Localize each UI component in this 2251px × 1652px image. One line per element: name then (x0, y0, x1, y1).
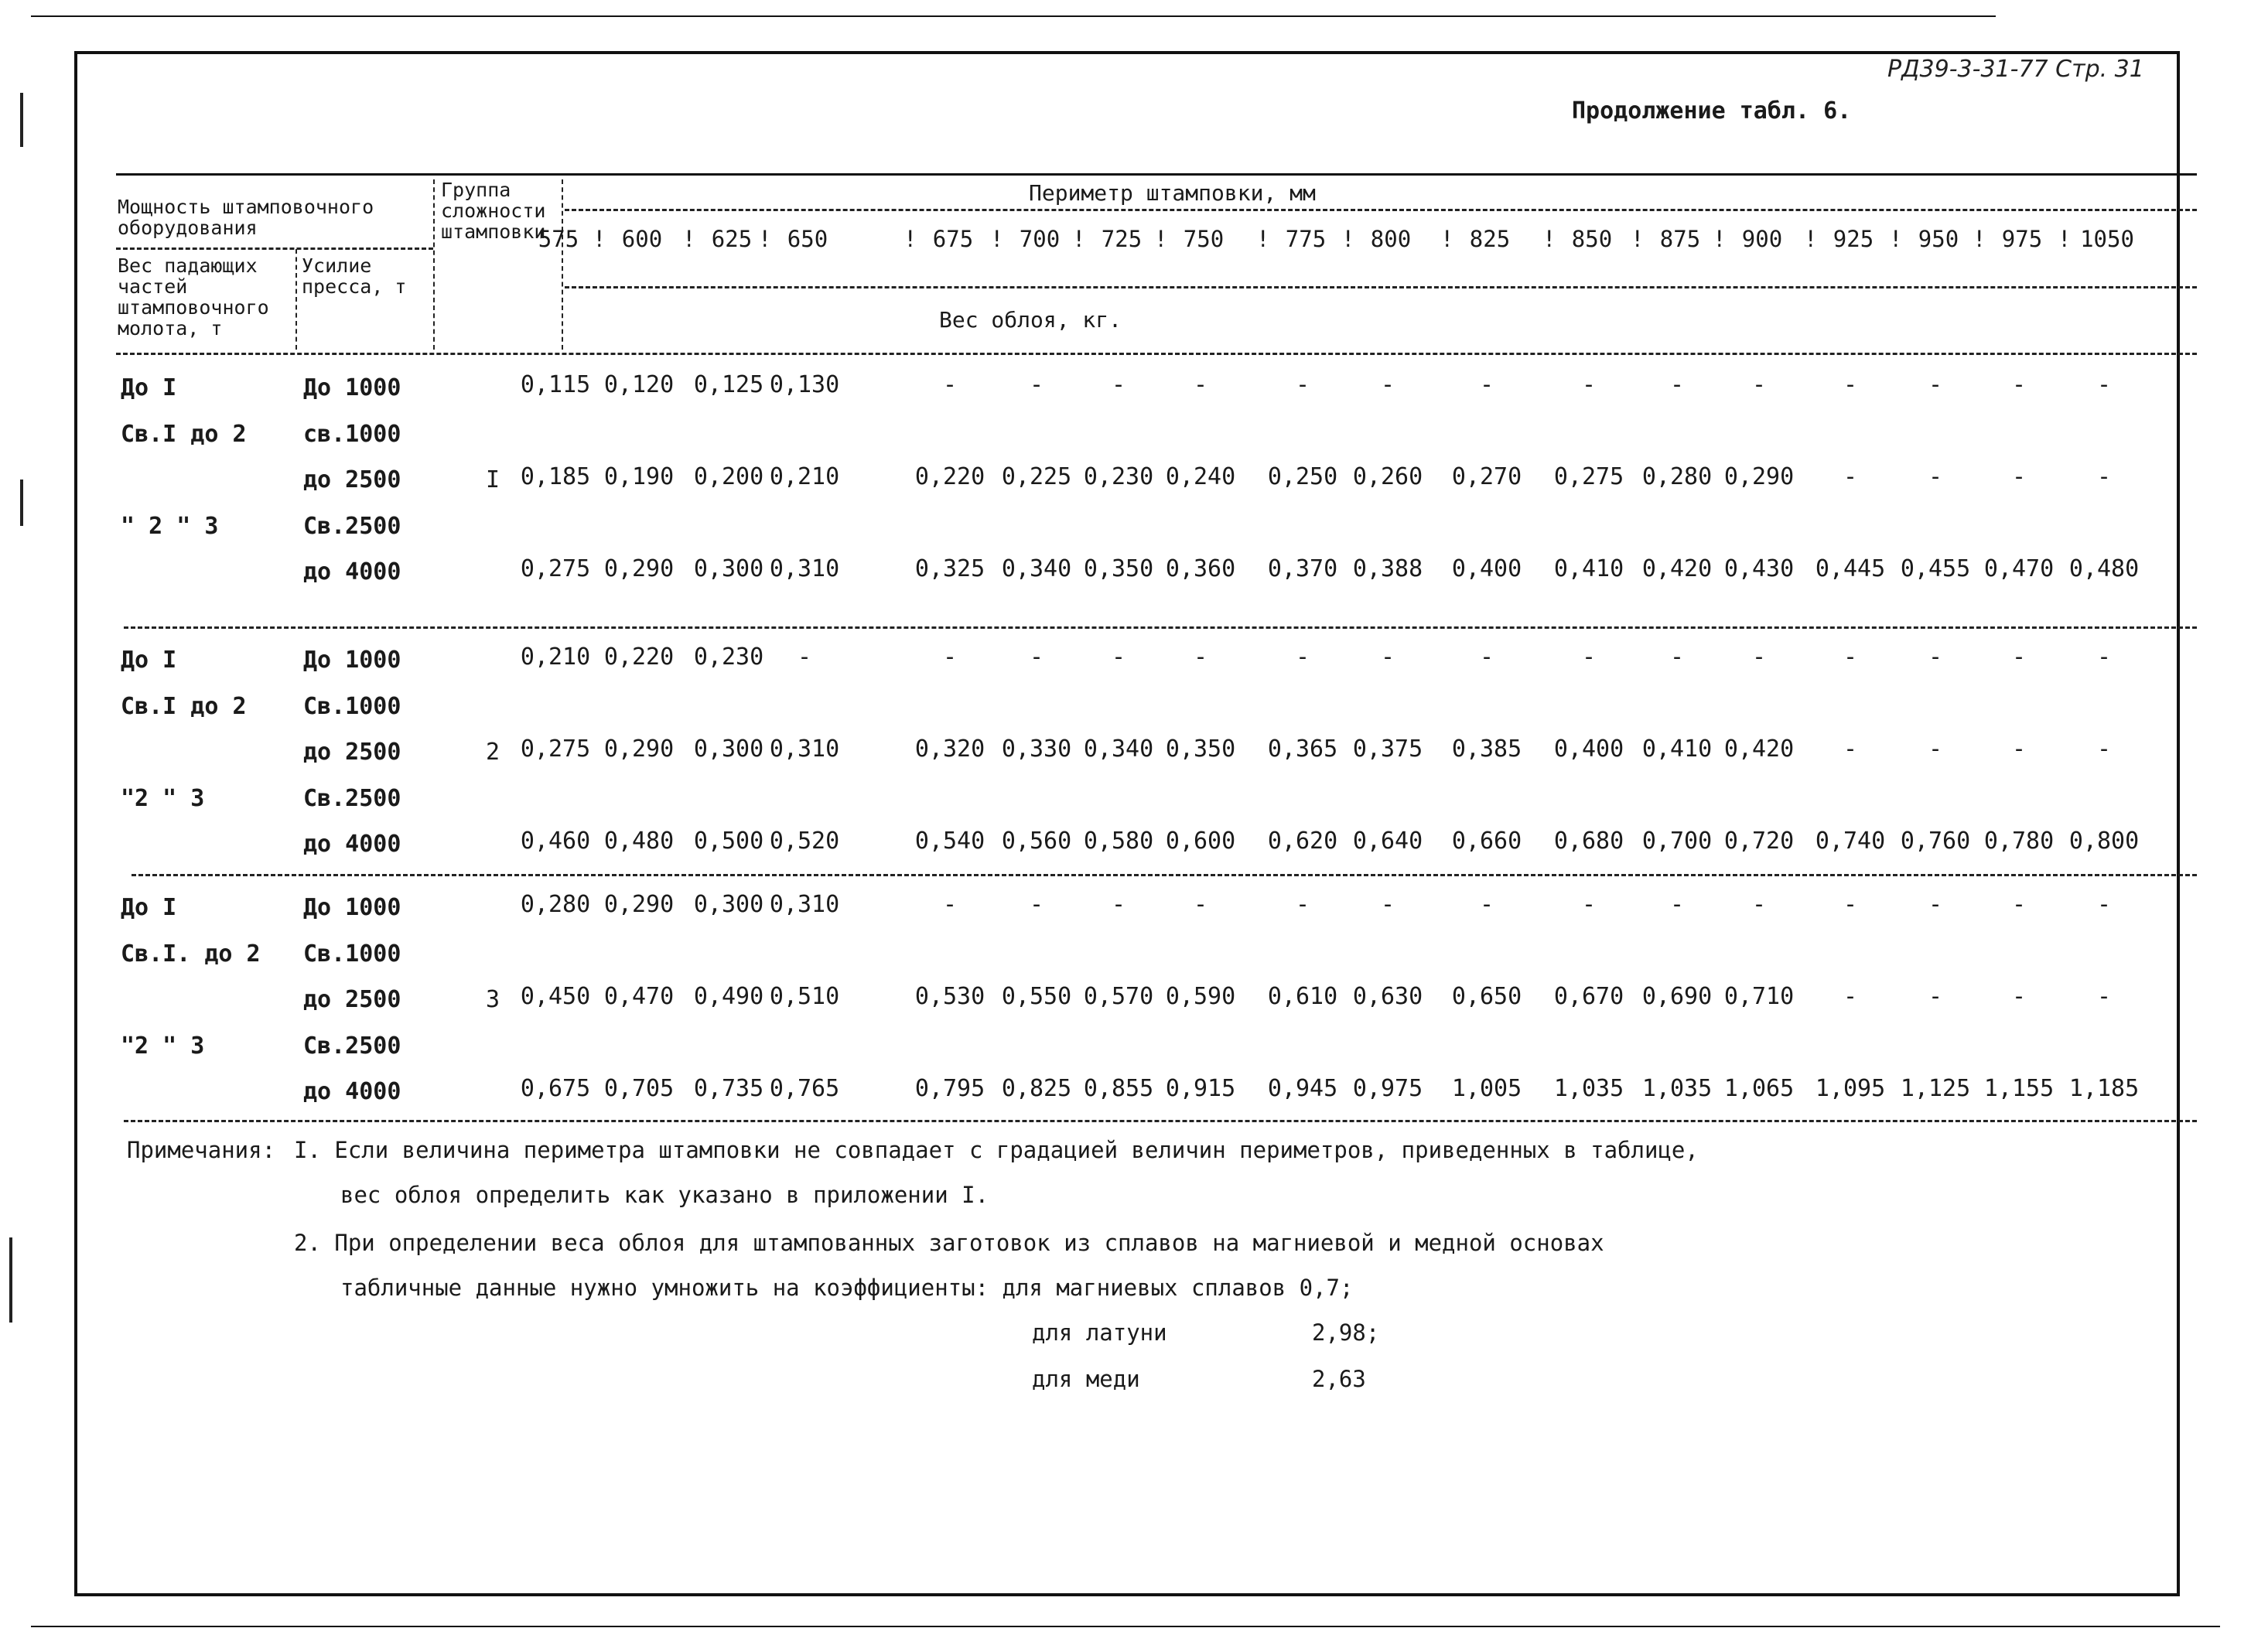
press-force: до 4000 (303, 1078, 401, 1105)
flash-weight-cell: 0,490 (693, 983, 764, 1010)
press-force: до 4000 (303, 558, 401, 585)
flash-weight-cell: - (1843, 891, 1858, 918)
scan-edge-bottom (31, 1626, 2220, 1627)
flash-weight-cell: 1,035 (1641, 1075, 1713, 1102)
perimeter-separator: ! (990, 226, 1004, 252)
flash-weight-cell: - (2096, 371, 2112, 398)
flash-weight-cell: 0,310 (769, 555, 840, 582)
flash-weight-cell: - (942, 371, 958, 398)
flash-weight-cell: 0,330 (1001, 736, 1072, 763)
flash-weight-cell: - (1581, 891, 1597, 918)
coef-copper-label: для меди (1032, 1366, 1140, 1392)
header-group: Группа сложности штамповки (441, 179, 546, 243)
coef-brass-value: 2,98; (1312, 1319, 1380, 1346)
table-top-rule (116, 173, 2197, 176)
flash-weight-cell: 0,280 (520, 891, 591, 918)
flash-weight-cell: 0,200 (693, 463, 764, 490)
flash-weight-cell: - (1843, 983, 1858, 1010)
flash-weight-cell: 0,530 (914, 983, 985, 1010)
group-separator (132, 874, 2197, 876)
flash-weight-cell: - (1581, 643, 1597, 671)
flash-weight-cell: - (2011, 891, 2027, 918)
flash-weight-cell: 0,388 (1352, 555, 1423, 582)
flash-weight-cell: 0,220 (603, 643, 675, 671)
flash-weight-cell: 0,210 (520, 643, 591, 671)
press-force: Св.1000 (303, 940, 401, 968)
header-equipment: Мощность штамповочного оборудования (118, 196, 374, 239)
flash-weight-cell: - (1193, 643, 1208, 671)
flash-weight-cell: 0,130 (769, 371, 840, 398)
group-separator (124, 626, 2197, 629)
flash-weight-cell: 0,230 (1083, 463, 1154, 490)
perimeter-separator: ! (758, 226, 772, 252)
table-caption: Продолжение табл. 6. (1572, 97, 1852, 125)
flash-weight-cell: 0,290 (1723, 463, 1795, 490)
flash-weight-cell: 0,640 (1352, 828, 1423, 855)
perimeter-value: 575 (538, 226, 579, 252)
flash-weight-cell: 0,125 (693, 371, 764, 398)
flash-weight-cell: 0,370 (1267, 555, 1338, 582)
coef-brass-label: для латуни (1032, 1319, 1167, 1346)
flash-weight-cell: - (1193, 891, 1208, 918)
flash-weight-cell: 0,705 (603, 1075, 675, 1102)
hammer-weight: "2 " 3 (121, 784, 205, 812)
flash-weight-cell: 0,190 (603, 463, 675, 490)
press-force: Св.2500 (303, 1032, 401, 1060)
flash-weight-cell: - (1479, 891, 1494, 918)
flash-weight-cell: 0,290 (603, 891, 675, 918)
header-weight: Вес облоя, кг. (939, 307, 1122, 333)
flash-weight-cell: - (1295, 643, 1310, 671)
hammer-weight: Св.I. до 2 (121, 940, 261, 968)
flash-weight-cell: 0,360 (1165, 555, 1236, 582)
flash-weight-cell: 0,340 (1001, 555, 1072, 582)
flash-weight-cell: 1,155 (1983, 1075, 2055, 1102)
flash-weight-cell: 0,450 (520, 983, 591, 1010)
scan-edge-top (31, 15, 1996, 17)
flash-weight-cell: 0,675 (520, 1075, 591, 1102)
flash-weight-cell: 0,275 (1553, 463, 1624, 490)
flash-weight-cell: 0,250 (1267, 463, 1338, 490)
flash-weight-cell: 0,735 (693, 1075, 764, 1102)
flash-weight-cell: 0,300 (693, 736, 764, 763)
flash-weight-cell: - (1479, 371, 1494, 398)
flash-weight-cell: 0,780 (1983, 828, 2055, 855)
flash-weight-cell: - (1111, 371, 1126, 398)
flash-weight-cell: 0,975 (1352, 1075, 1423, 1102)
flash-weight-cell: - (1669, 643, 1685, 671)
press-force: св.1000 (303, 420, 401, 448)
flash-weight-cell: 0,400 (1553, 736, 1624, 763)
press-force: до 2500 (303, 466, 401, 493)
flash-weight-cell: 0,470 (603, 983, 675, 1010)
flash-weight-cell: 0,630 (1352, 983, 1423, 1010)
flash-weight-cell: - (1581, 371, 1597, 398)
flash-weight-cell: 0,590 (1165, 983, 1236, 1010)
perimeter-value: 800 (1370, 226, 1412, 252)
flash-weight-cell: - (2096, 891, 2112, 918)
flash-weight-cell: - (1843, 371, 1858, 398)
flash-weight-cell: 0,855 (1083, 1075, 1154, 1102)
flash-weight-cell: 0,480 (2068, 555, 2140, 582)
note-1-line-2: вес облоя определить как указано в приложении I. (340, 1182, 989, 1208)
note-2-line-2: табличные данные нужно умножить на коэффициенты: для магниевых сплавов 0,7; (340, 1275, 1354, 1301)
flash-weight-cell: 0,610 (1267, 983, 1338, 1010)
flash-weight-cell: - (1111, 891, 1126, 918)
flash-weight-cell: - (1380, 891, 1395, 918)
flash-weight-cell: 0,300 (693, 555, 764, 582)
perimeter-separator: ! (1256, 226, 1270, 252)
perimeter-value: 925 (1833, 226, 1874, 252)
header-rule (565, 209, 2197, 211)
hammer-weight: До I (121, 374, 177, 401)
group-number: I (486, 466, 500, 493)
flash-weight-cell: - (1751, 643, 1767, 671)
perimeter-value: 750 (1183, 226, 1225, 252)
flash-weight-cell: 0,700 (1641, 828, 1713, 855)
flash-weight-cell: 0,720 (1723, 828, 1795, 855)
perimeter-separator: ! (1542, 226, 1556, 252)
flash-weight-cell: - (2096, 983, 2112, 1010)
flash-weight-cell: 0,210 (769, 463, 840, 490)
flash-weight-cell: 0,275 (520, 736, 591, 763)
press-force: до 4000 (303, 831, 401, 858)
flash-weight-cell: - (1029, 891, 1044, 918)
flash-weight-cell: 1,185 (2068, 1075, 2140, 1102)
scan-mark (9, 1237, 12, 1323)
flash-weight-cell: - (942, 643, 958, 671)
flash-weight-cell: - (1193, 371, 1208, 398)
flash-weight-cell: 0,800 (2068, 828, 2140, 855)
col-divider (562, 179, 563, 350)
perimeter-separator: ! (1889, 226, 1903, 252)
press-force: до 2500 (303, 739, 401, 766)
flash-weight-cell: 0,420 (1723, 736, 1795, 763)
scan-mark (20, 93, 23, 147)
flash-weight-cell: - (1843, 736, 1858, 763)
perimeter-value: 850 (1571, 226, 1613, 252)
flash-weight-cell: - (2011, 463, 2027, 490)
flash-weight-cell: 0,275 (520, 555, 591, 582)
perimeter-value: 650 (787, 226, 828, 252)
perimeter-value: 600 (621, 226, 663, 252)
flash-weight-cell: 0,280 (1641, 463, 1713, 490)
header-rule (116, 247, 433, 250)
scan-mark (20, 480, 23, 526)
flash-weight-cell: 0,570 (1083, 983, 1154, 1010)
flash-weight-cell: 0,115 (520, 371, 591, 398)
flash-weight-cell: 0,560 (1001, 828, 1072, 855)
press-force: до 2500 (303, 986, 401, 1013)
coef-copper-value: 2,63 (1312, 1366, 1366, 1392)
flash-weight-cell: 0,240 (1165, 463, 1236, 490)
perimeter-separator: ! (1440, 226, 1454, 252)
flash-weight-cell: 0,690 (1641, 983, 1713, 1010)
flash-weight-cell: 0,710 (1723, 983, 1795, 1010)
press-force: Св.2500 (303, 784, 401, 812)
flash-weight-cell: 0,350 (1083, 555, 1154, 582)
flash-weight-cell: - (1751, 371, 1767, 398)
flash-weight-cell: 0,825 (1001, 1075, 1072, 1102)
flash-weight-cell: 0,520 (769, 828, 840, 855)
flash-weight-cell: 0,410 (1553, 555, 1624, 582)
flash-weight-cell: 0,510 (769, 983, 840, 1010)
flash-weight-cell: - (1928, 891, 1943, 918)
perimeter-separator: ! (1631, 226, 1645, 252)
flash-weight-cell: - (942, 891, 958, 918)
flash-weight-cell: 0,455 (1900, 555, 1971, 582)
note-1-line-1: I. Если величина периметра штамповки не совпадает с градацией величин периметров, приведенных в таблице, (294, 1137, 1699, 1163)
flash-weight-cell: 1,095 (1815, 1075, 1886, 1102)
flash-weight-cell: 1,065 (1723, 1075, 1795, 1102)
flash-weight-cell: - (2011, 371, 2027, 398)
flash-weight-cell: - (797, 643, 812, 671)
hammer-weight: Св.I до 2 (121, 420, 247, 448)
flash-weight-cell: 0,650 (1451, 983, 1522, 1010)
flash-weight-cell: 0,740 (1815, 828, 1886, 855)
flash-weight-cell: 1,035 (1553, 1075, 1624, 1102)
flash-weight-cell: - (1380, 643, 1395, 671)
press-force: Св.2500 (303, 512, 401, 540)
flash-weight-cell: - (2011, 736, 2027, 763)
perimeter-separator: ! (1973, 226, 1986, 252)
hammer-weight: До I (121, 647, 177, 674)
flash-weight-cell: - (1295, 891, 1310, 918)
flash-weight-cell: - (2096, 463, 2112, 490)
press-force: Св.1000 (303, 692, 401, 720)
flash-weight-cell: - (1669, 891, 1685, 918)
perimeter-separator: ! (1804, 226, 1818, 252)
flash-weight-cell: 0,230 (693, 643, 764, 671)
perimeter-value: 700 (1019, 226, 1061, 252)
flash-weight-cell: - (1111, 643, 1126, 671)
hammer-weight: "2 " 3 (121, 1032, 205, 1060)
flash-weight-cell: 0,795 (914, 1075, 985, 1102)
flash-weight-cell: - (1928, 371, 1943, 398)
perimeter-value: 975 (2001, 226, 2043, 252)
flash-weight-cell: 0,340 (1083, 736, 1154, 763)
perimeter-value: 825 (1469, 226, 1511, 252)
flash-weight-cell: 0,760 (1900, 828, 1971, 855)
table-bottom-rule (124, 1120, 2197, 1122)
col-divider (433, 179, 435, 350)
flash-weight-cell: 0,185 (520, 463, 591, 490)
perimeter-value: 775 (1285, 226, 1327, 252)
perimeter-value: 725 (1101, 226, 1143, 252)
flash-weight-cell: - (1928, 983, 1943, 1010)
flash-weight-cell: - (2096, 736, 2112, 763)
flash-weight-cell: 0,670 (1553, 983, 1624, 1010)
flash-weight-cell: 0,460 (520, 828, 591, 855)
perimeter-separator: ! (682, 226, 696, 252)
group-number: 3 (486, 986, 500, 1013)
flash-weight-cell: 0,480 (603, 828, 675, 855)
flash-weight-cell: - (1029, 371, 1044, 398)
flash-weight-cell: 0,400 (1451, 555, 1522, 582)
flash-weight-cell: - (1479, 643, 1494, 671)
flash-weight-cell: - (2096, 643, 2112, 671)
group-number: 2 (486, 739, 500, 766)
flash-weight-cell: 0,310 (769, 891, 840, 918)
flash-weight-cell: 0,220 (914, 463, 985, 490)
flash-weight-cell: - (2011, 643, 2027, 671)
flash-weight-cell: - (1669, 371, 1685, 398)
flash-weight-cell: 0,290 (603, 736, 675, 763)
flash-weight-cell: 0,350 (1165, 736, 1236, 763)
flash-weight-cell: 0,580 (1083, 828, 1154, 855)
press-force: До 1000 (303, 894, 401, 921)
document-id: РД39-3-31-77 Стр. 31 (1887, 56, 2144, 83)
col-divider (295, 249, 297, 350)
perimeter-value: 625 (711, 226, 753, 252)
flash-weight-cell: 0,445 (1815, 555, 1886, 582)
flash-weight-cell: - (1928, 463, 1943, 490)
flash-weight-cell: 0,320 (914, 736, 985, 763)
flash-weight-cell: 0,540 (914, 828, 985, 855)
perimeter-separator: ! (1154, 226, 1168, 252)
flash-weight-cell: 0,410 (1641, 736, 1713, 763)
flash-weight-cell: 0,375 (1352, 736, 1423, 763)
header-bottom-rule (116, 353, 2197, 355)
flash-weight-cell: 0,600 (1165, 828, 1236, 855)
flash-weight-cell: 0,500 (693, 828, 764, 855)
flash-weight-cell: 0,550 (1001, 983, 1072, 1010)
flash-weight-cell: - (1843, 463, 1858, 490)
header-press: Усилие пресса, т (302, 254, 407, 298)
flash-weight-cell: 0,680 (1553, 828, 1624, 855)
flash-weight-cell: 0,120 (603, 371, 675, 398)
flash-weight-cell: - (1029, 643, 1044, 671)
flash-weight-cell: 0,420 (1641, 555, 1713, 582)
header-rule (565, 286, 2197, 288)
perimeter-separator: ! (903, 226, 917, 252)
perimeter-separator: ! (1713, 226, 1727, 252)
flash-weight-cell: 0,660 (1451, 828, 1522, 855)
perimeter-separator: ! (1341, 226, 1355, 252)
hammer-weight: Св.I до 2 (121, 692, 247, 720)
perimeter-value: 875 (1659, 226, 1701, 252)
press-force: До 1000 (303, 647, 401, 674)
flash-weight-cell: - (1928, 643, 1943, 671)
flash-weight-cell: 0,385 (1451, 736, 1522, 763)
flash-weight-cell: - (1751, 891, 1767, 918)
hammer-weight: " 2 " 3 (121, 512, 219, 540)
flash-weight-cell: 0,325 (914, 555, 985, 582)
flash-weight-cell: 0,225 (1001, 463, 1072, 490)
flash-weight-cell: 0,470 (1983, 555, 2055, 582)
flash-weight-cell: 1,125 (1900, 1075, 1971, 1102)
flash-weight-cell: 0,310 (769, 736, 840, 763)
flash-weight-cell: 0,945 (1267, 1075, 1338, 1102)
flash-weight-cell: - (1928, 736, 1943, 763)
perimeter-separator: ! (2058, 226, 2072, 252)
header-perimeter: Периметр штамповки, мм (1029, 180, 1316, 206)
perimeter-separator: ! (1072, 226, 1086, 252)
header-hammer: Вес падающих частей штамповочного молота, т (118, 254, 269, 340)
hammer-weight: До I (121, 894, 177, 921)
flash-weight-cell: - (1295, 371, 1310, 398)
flash-weight-cell: 0,270 (1451, 463, 1522, 490)
perimeter-value: 900 (1741, 226, 1783, 252)
flash-weight-cell: - (1843, 643, 1858, 671)
flash-weight-cell: - (2011, 983, 2027, 1010)
flash-weight-cell: - (1380, 371, 1395, 398)
perimeter-value: 1050 (2080, 226, 2134, 252)
flash-weight-cell: 0,620 (1267, 828, 1338, 855)
flash-weight-cell: 1,005 (1451, 1075, 1522, 1102)
perimeter-value: 950 (1918, 226, 1959, 252)
flash-weight-cell: 0,300 (693, 891, 764, 918)
flash-weight-cell: 0,915 (1165, 1075, 1236, 1102)
flash-weight-cell: 0,765 (769, 1075, 840, 1102)
perimeter-value: 675 (932, 226, 974, 252)
press-force: До 1000 (303, 374, 401, 401)
flash-weight-cell: 0,365 (1267, 736, 1338, 763)
flash-weight-cell: 0,290 (603, 555, 675, 582)
note-2-line-1: 2. При определении веса облоя для штампованных заготовок из сплавов на магниевой и медной основах (294, 1230, 1604, 1256)
flash-weight-cell: 0,430 (1723, 555, 1795, 582)
flash-weight-cell: 0,260 (1352, 463, 1423, 490)
notes-label: Примечания: (127, 1137, 276, 1163)
perimeter-separator: ! (593, 226, 606, 252)
